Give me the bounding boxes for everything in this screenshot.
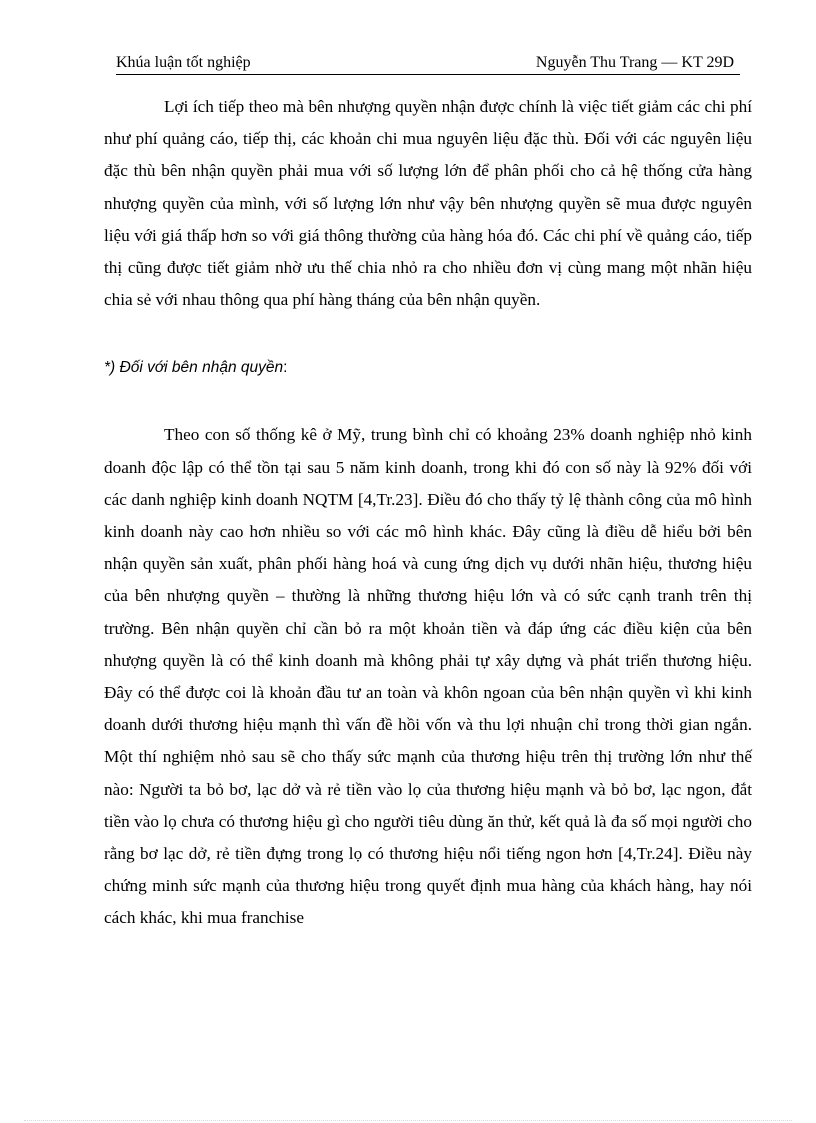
header-author: Nguyễn Thu Trang — KT 29D xyxy=(535,54,734,71)
paragraph-franchisee-benefits: Theo con số thống kê ở Mỹ, trung bình chỉ có khoảng 23% doanh nghiệp nhỏ kinh doanh độc lập có thể tồn tại sau 5 năm kinh doanh, trong khi đó con số này là 92% đối với các danh nghiệp kinh doanh NQTM [4,Tr.23]. Điều đó cho thấy tỷ lệ thành công của mô hình kinh doanh này cao hơn nhiều so với các mô hình khác. Đây cũng là điều dễ hiểu bởi bên nhận quyền sản xuất, phân phối hàng hoá và cung ứng dịch vụ dưới nhãn hiệu, thương hiệu của bên nhượng quyền – thường là những thương hiệu lớn và có sức cạnh tranh trên thị trường. Bên nhận quyền chỉ cần bỏ ra một khoản tiền và đáp ứng các điều kiện của bên nhượng quyền là có thể kinh doanh mà không phải tự xây dựng và phát triển thương hiệu. Đây có thể được coi là khoản đầu tư an toàn và khôn ngoan của bên nhận quyền vì khi kinh doanh dưới thương hiệu mạnh thì vấn đề hồi vốn và thu lợi nhuận chỉ trong thời gian ngắn. Một thí nghiệm nhỏ sau sẽ cho thấy sức mạnh của thương hiệu trên thị trường lớn như thế nào: Người ta bỏ bơ, lạc dở và rẻ tiền vào lọ của thương hiệu mạnh và bỏ bơ, lạc ngon, đắt tiền vào lọ chưa có thương hiệu gì cho người tiêu dùng ăn thử, kết quả là đa số mọi người cho rằng bơ lạc dở, rẻ tiền đựng trong lọ có thương hiệu nổi tiếng ngon hơn [4,Tr.24]. Điều này chứng minh sức mạnh của thương hiệu trong quyết định mua hàng của khách hàng, hay nói cách khác, khi mua franchise xyxy=(104,425,752,928)
section-subheading xyxy=(104,352,752,384)
page-header xyxy=(116,52,740,75)
page-bottom-border xyxy=(24,1120,792,1121)
subheading-colon: : xyxy=(283,359,288,377)
subheading-text: *) Đối với bên nhận quyền xyxy=(104,359,284,377)
paragraph-franchisor-benefits: Lợi ích tiếp theo mà bên nhượng quyền nhận được chính là việc tiết giảm các chi phí như phí quảng cáo, tiếp thị, các khoản chi mua nguyên liệu đặc thù. Đối với các nguyên liệu đặc thù bên nhận quyền phải mua với số lượng lớn để phân phối cho cả hệ thống cửa hàng nhượng quyền của mình, với số lượng lớn như vậy bên nhượng quyền sẽ mua được nguyên liệu với giá thấp hơn so với giá thông thường của hàng hóa đó. Các chi phí về quảng cáo, tiếp thị cũng được tiết giảm nhờ ưu thế chia nhỏ ra cho nhiều đơn vị cùng mang một nhãn hiệu chia sẻ với nhau thông qua phí hàng tháng của bên nhận quyền. xyxy=(104,97,752,310)
header-thesis-title: Khúa luận tốt nghiệp xyxy=(116,54,251,71)
body-text xyxy=(104,91,752,935)
